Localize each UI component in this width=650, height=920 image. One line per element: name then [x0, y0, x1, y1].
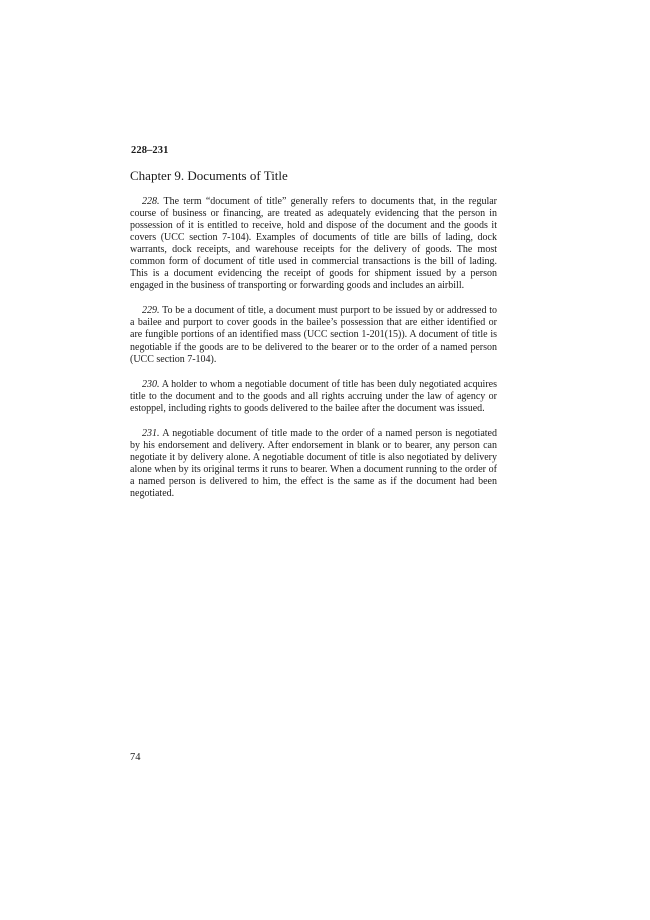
body-text	[130, 196, 497, 513]
paragraph-text: A negotiable document of title made to the order of a named person is negotiated by his endorsement and delivery. After endorsement in blank or to bearer, any person can negotiate it by delivery alone. A negotiable document of title is also negotiated by delivery alone when by its original terms it runs to bearer. When a document running to the order of a named person is delivered to him, the effect is the same as if the document had been negotiated.	[130, 427, 497, 499]
chapter-label: Chapter 9	[130, 168, 181, 183]
paragraph-number: 228	[142, 196, 157, 207]
chapter-name: Documents of Title	[187, 168, 288, 183]
paragraph-number: 229	[142, 305, 157, 317]
paragraph-228: 228. The term “document of title” generally refers to documents that, in the regular course of business or financing, are treated as adequately evidencing that the person in possession of it is entitled to receive, hold and dispose of the document and the goods it covers (UCC section 7-104). Examples of documents of title are bills of lading, dock warrants, dock receipts, and warehouse receipts for the delivery of goods. The most common form of document of title used in commercial transactions is the bill of lading. This is a document evidencing the receipt of goods for shipment issued by a person engaged in the business of transporting or forwarding goods and includes an airbill.	[130, 196, 497, 292]
paragraph-231: 231. A negotiable document of title made to the order of a named person is negotiated by his endorsement and delivery. After endorsement in blank or to bearer, any person can negotiate it by delivery alone. A negotiable document of title is also negotiated by delivery alone when by its original terms it runs to bearer. When a document running to the order of a named person is delivered to him, the effect is the same as if the document had been negotiated.	[130, 427, 497, 499]
paragraph-number: 231	[142, 427, 157, 439]
paragraph-text: A holder to whom a negotiable document of title has been duly negotiated acquires title to the document and to the goods and all rights accruing under the law of agency or estoppel, including rights to goods delivered to the bailee after the document was issued.	[130, 378, 497, 414]
paragraph-text: The term “document of title” generally refers to documents that, in the regular course of business or financing, are treated as adequately evidencing that the person in possession of it is entitled to receive, hold and dispose of the document and the goods it covers (UCC section 7-104). Examples of documents of title are bills of lading, dock warrants, dock receipts, and warehouse receipts for the delivery of goods. The most common form of document of title used in commercial transactions is the bill of lading. This is a document evidencing the receipt of goods for shipment issued by a person engaged in the business of transporting or forwarding goods and includes an airbill.	[130, 196, 497, 292]
running-head: 228–231	[131, 145, 169, 156]
chapter-title: Chapter 9. Documents of Title	[130, 168, 288, 183]
paragraph-text: To be a document of title, a document must purport to be issued by or addressed to a bailee and purport to cover goods in the bailee’s possession that are either identified or are fungible portions of an identified mass (UCC section 1-201(15)). A document of title is negotiable if the goods are to be delivered to the bearer or to the order of a named person (UCC section 7-104).	[130, 305, 497, 365]
paragraph-number: 230	[142, 378, 157, 390]
page-number: 74	[130, 752, 141, 763]
paragraph-230: 230. A holder to whom a negotiable document of title has been duly negotiated acquires title to the document and to the goods and all rights accruing under the law of agency or estoppel, including rights to goods delivered to the bailee after the document was issued.	[130, 378, 497, 414]
paragraph-229: 229. To be a document of title, a document must purport to be issued by or addressed to a bailee and purport to cover goods in the bailee’s possession that are either identified or are fungible portions of an identified mass (UCC section 1-201(15)). A document of title is negotiable if the goods are to be delivered to the bearer or to the order of a named person (UCC section 7-104).	[130, 305, 497, 365]
